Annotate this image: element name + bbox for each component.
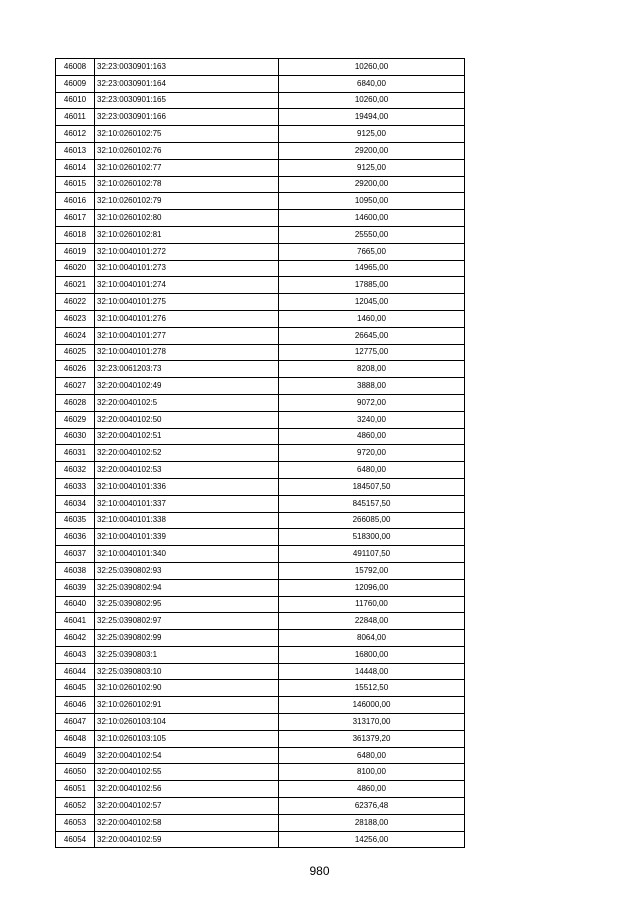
table-row [56,159,465,176]
table-row [56,546,465,563]
table-row [56,210,465,227]
cadastral-number-cell: 32:10:0260102:76 [95,142,279,159]
table-row [56,630,465,647]
value-cell: 9125,00 [279,159,465,176]
value-cell: 6480,00 [279,747,465,764]
value-cell: 15792,00 [279,562,465,579]
row-number-cell: 46022 [56,294,95,311]
cadastral-number-cell: 32:25:0390802:95 [95,596,279,613]
value-cell: 7665,00 [279,243,465,260]
value-cell: 3888,00 [279,378,465,395]
value-cell: 1460,00 [279,310,465,327]
value-cell: 845157,50 [279,495,465,512]
cadastral-number-cell: 32:10:0040101:339 [95,529,279,546]
cadastral-number-cell: 32:10:0040101:277 [95,327,279,344]
row-number-cell: 46037 [56,546,95,563]
page-number: 980 [309,864,330,878]
row-number-cell: 46034 [56,495,95,512]
row-number-cell: 46011 [56,109,95,126]
row-number-cell: 46033 [56,478,95,495]
row-number-cell: 46012 [56,126,95,143]
cadastral-number-cell: 32:25:0390803:10 [95,663,279,680]
table-row [56,579,465,596]
table-row [56,378,465,395]
table-row [56,814,465,831]
table-row [56,260,465,277]
value-cell: 6840,00 [279,75,465,92]
row-number-cell: 46017 [56,210,95,227]
cadastral-number-cell: 32:10:0040101:274 [95,277,279,294]
value-cell: 8100,00 [279,764,465,781]
table-row [56,512,465,529]
table-row [56,75,465,92]
row-number-cell: 46030 [56,428,95,445]
cadastral-number-cell: 32:10:0040101:336 [95,478,279,495]
cadastral-number-cell: 32:25:0390802:99 [95,630,279,647]
cadastral-number-cell: 32:10:0260102:81 [95,226,279,243]
value-cell: 62376,48 [279,798,465,815]
value-cell: 3240,00 [279,411,465,428]
value-cell: 146000,00 [279,697,465,714]
value-cell: 14965,00 [279,260,465,277]
cadastral-number-cell: 32:25:0390803:1 [95,646,279,663]
table-row [56,126,465,143]
row-number-cell: 46035 [56,512,95,529]
cadastral-number-cell: 32:10:0260102:80 [95,210,279,227]
row-number-cell: 46048 [56,730,95,747]
value-cell: 28188,00 [279,814,465,831]
row-number-cell: 46038 [56,562,95,579]
value-cell: 8064,00 [279,630,465,647]
value-cell: 16800,00 [279,646,465,663]
row-number-cell: 46019 [56,243,95,260]
table-row [56,697,465,714]
table-row [56,109,465,126]
value-cell: 11760,00 [279,596,465,613]
value-cell: 9072,00 [279,394,465,411]
row-number-cell: 46013 [56,142,95,159]
value-cell: 10260,00 [279,59,465,76]
cadastral-number-cell: 32:20:0040102:50 [95,411,279,428]
value-cell: 17885,00 [279,277,465,294]
table-row [56,294,465,311]
row-number-cell: 46043 [56,646,95,663]
value-cell: 9125,00 [279,126,465,143]
row-number-cell: 46025 [56,344,95,361]
value-cell: 22848,00 [279,613,465,630]
cadastral-number-cell: 32:10:0260102:75 [95,126,279,143]
table-row [56,646,465,663]
value-cell: 14256,00 [279,831,465,848]
cadastral-number-cell: 32:10:0040101:338 [95,512,279,529]
table-row [56,562,465,579]
row-number-cell: 46040 [56,596,95,613]
value-cell: 12775,00 [279,344,465,361]
row-number-cell: 46049 [56,747,95,764]
table-row [56,747,465,764]
row-number-cell: 46010 [56,92,95,109]
row-number-cell: 46044 [56,663,95,680]
cadastral-number-cell: 32:23:0030901:164 [95,75,279,92]
row-number-cell: 46029 [56,411,95,428]
cadastral-number-cell: 32:25:0390802:93 [95,562,279,579]
cadastral-number-cell: 32:20:0040102:5 [95,394,279,411]
table-row [56,596,465,613]
row-number-cell: 46026 [56,361,95,378]
cadastral-number-cell: 32:10:0040101:340 [95,546,279,563]
cadastral-number-cell: 32:20:0040102:59 [95,831,279,848]
cadastral-number-cell: 32:20:0040102:58 [95,814,279,831]
cadastral-number-cell: 32:10:0040101:278 [95,344,279,361]
table-row [56,361,465,378]
table-row [56,663,465,680]
table-row [56,327,465,344]
row-number-cell: 46045 [56,680,95,697]
row-number-cell: 46039 [56,579,95,596]
value-cell: 361379,20 [279,730,465,747]
cadastral-number-cell: 32:10:0040101:276 [95,310,279,327]
row-number-cell: 46008 [56,59,95,76]
row-number-cell: 46021 [56,277,95,294]
row-number-cell: 46014 [56,159,95,176]
cadastral-number-cell: 32:23:0030901:165 [95,92,279,109]
value-cell: 10950,00 [279,193,465,210]
value-cell: 6480,00 [279,462,465,479]
value-cell: 4860,00 [279,781,465,798]
value-cell: 25550,00 [279,226,465,243]
cadastral-number-cell: 32:10:0260103:105 [95,730,279,747]
value-cell: 9720,00 [279,445,465,462]
value-cell: 491107,50 [279,546,465,563]
row-number-cell: 46027 [56,378,95,395]
row-number-cell: 46041 [56,613,95,630]
value-cell: 10260,00 [279,92,465,109]
cadastral-number-cell: 32:10:0040101:273 [95,260,279,277]
cadastral-number-cell: 32:10:0040101:337 [95,495,279,512]
table-row [56,462,465,479]
row-number-cell: 46024 [56,327,95,344]
value-cell: 19494,00 [279,109,465,126]
row-number-cell: 46031 [56,445,95,462]
cadastral-number-cell: 32:20:0040102:51 [95,428,279,445]
table-row [56,394,465,411]
row-number-cell: 46050 [56,764,95,781]
table-row [56,831,465,848]
row-number-cell: 46009 [56,75,95,92]
table-row [56,226,465,243]
table-row [56,613,465,630]
data-table [55,58,465,848]
row-number-cell: 46051 [56,781,95,798]
row-number-cell: 46053 [56,814,95,831]
cadastral-number-cell: 32:20:0040102:55 [95,764,279,781]
table-row [56,529,465,546]
table-row [56,680,465,697]
cadastral-number-cell: 32:20:0040102:56 [95,781,279,798]
cadastral-number-cell: 32:10:0040101:275 [95,294,279,311]
row-number-cell: 46028 [56,394,95,411]
cadastral-number-cell: 32:20:0040102:54 [95,747,279,764]
table-row [56,344,465,361]
value-cell: 313170,00 [279,714,465,731]
table-row [56,730,465,747]
value-cell: 14448,00 [279,663,465,680]
cadastral-number-cell: 32:23:0030901:163 [95,59,279,76]
value-cell: 15512,50 [279,680,465,697]
value-cell: 29200,00 [279,142,465,159]
table-row [56,798,465,815]
table-row [56,243,465,260]
table-row [56,277,465,294]
row-number-cell: 46036 [56,529,95,546]
table-row [56,310,465,327]
cadastral-number-cell: 32:25:0390802:97 [95,613,279,630]
value-cell: 518300,00 [279,529,465,546]
table-row [56,764,465,781]
row-number-cell: 46054 [56,831,95,848]
cadastral-number-cell: 32:20:0040102:57 [95,798,279,815]
table-row [56,92,465,109]
table-row [56,59,465,76]
row-number-cell: 46018 [56,226,95,243]
value-cell: 12045,00 [279,294,465,311]
cadastral-number-cell: 32:23:0030901:166 [95,109,279,126]
table-row [56,176,465,193]
cadastral-number-cell: 32:10:0260102:77 [95,159,279,176]
row-number-cell: 46032 [56,462,95,479]
row-number-cell: 46023 [56,310,95,327]
cadastral-number-cell: 32:20:0040102:52 [95,445,279,462]
cadastral-number-cell: 32:10:0040101:272 [95,243,279,260]
cadastral-number-cell: 32:25:0390802:94 [95,579,279,596]
value-cell: 12096,00 [279,579,465,596]
cadastral-number-cell: 32:10:0260102:91 [95,697,279,714]
table-row [56,781,465,798]
table-body [56,59,465,848]
table-row [56,428,465,445]
cadastral-number-cell: 32:10:0260102:78 [95,176,279,193]
cadastral-number-cell: 32:10:0260102:90 [95,680,279,697]
row-number-cell: 46052 [56,798,95,815]
cadastral-number-cell: 32:20:0040102:53 [95,462,279,479]
cadastral-number-cell: 32:23:0061203:73 [95,361,279,378]
value-cell: 26645,00 [279,327,465,344]
cadastral-number-cell: 32:10:0260102:79 [95,193,279,210]
table-row [56,495,465,512]
row-number-cell: 46015 [56,176,95,193]
value-cell: 14600,00 [279,210,465,227]
table-row [56,411,465,428]
cadastral-number-cell: 32:20:0040102:49 [95,378,279,395]
row-number-cell: 46047 [56,714,95,731]
table-row [56,445,465,462]
row-number-cell: 46042 [56,630,95,647]
value-cell: 184507,50 [279,478,465,495]
value-cell: 29200,00 [279,176,465,193]
table-row [56,142,465,159]
value-cell: 8208,00 [279,361,465,378]
row-number-cell: 46046 [56,697,95,714]
row-number-cell: 46016 [56,193,95,210]
row-number-cell: 46020 [56,260,95,277]
table-row [56,193,465,210]
value-cell: 4860,00 [279,428,465,445]
cadastral-number-cell: 32:10:0260103:104 [95,714,279,731]
table-row [56,478,465,495]
table-row [56,714,465,731]
value-cell: 266085,00 [279,512,465,529]
